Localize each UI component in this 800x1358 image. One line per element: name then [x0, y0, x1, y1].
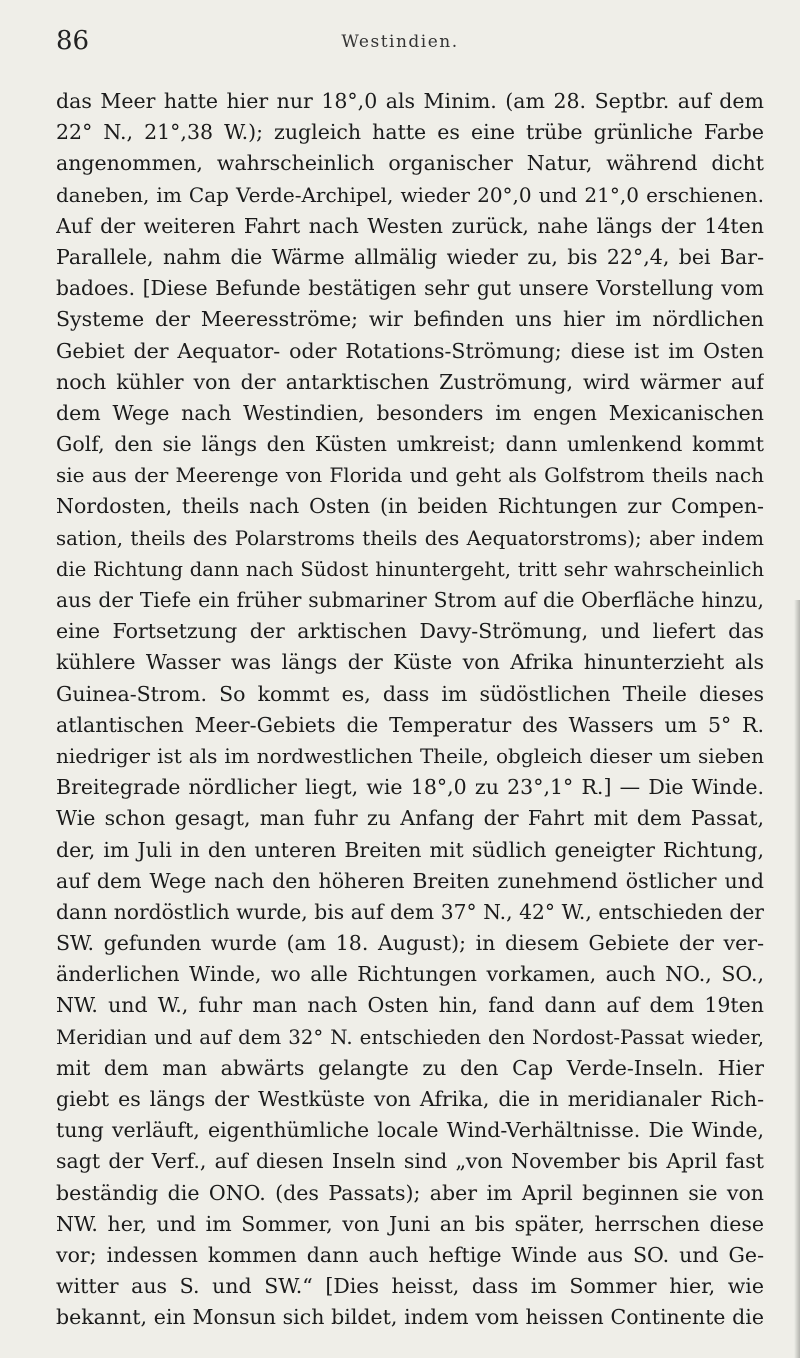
- text-line: aus der Tiefe ein früher submariner Strom auf die Oberfläche hinzu,: [56, 588, 764, 612]
- page-number: 86: [56, 26, 90, 56]
- text-line: beständig die ONO. (des Passats); aber im April beginnen sie von: [56, 1180, 764, 1205]
- text-line: NW. und W., fuhr man nach Osten hin, fand dann auf dem 19ten: [56, 993, 764, 1018]
- text-line: Auf der weiteren Fahrt nach Westen zurück, nahe längs der 14ten: [56, 213, 764, 238]
- text-line: Guinea-Strom. So kommt es, dass im südöstlichen Theile dieses: [56, 681, 764, 706]
- text-line: der, im Juli in den unteren Breiten mit südlich geneigter Richtung,: [56, 837, 764, 862]
- text-line: Wie schon gesagt, man fuhr zu Anfang der Fahrt mit dem Passat,: [56, 806, 764, 831]
- text-line: daneben, im Cap Verde-Archipel, wieder 20°,0 und 21°,0 erschienen.: [56, 182, 764, 207]
- text-line: Gebiet der Aequator- oder Rotations-Strömung; diese ist im Osten: [56, 338, 764, 363]
- text-line: dem Wege nach Westindien, besonders im engen Mexicanischen: [56, 400, 764, 425]
- text-line: NW. her, und im Sommer, von Juni an bis später, herrschen diese: [56, 1211, 764, 1236]
- text-line: Meridian und auf dem 32° N. entschieden den Nordost-Passat wieder,: [56, 1025, 764, 1049]
- text-line: Systeme der Meeresströme; wir befinden uns hier im nördlichen: [56, 307, 764, 332]
- text-line: Breitegrade nördlicher liegt, wie 18°,0 zu 23°,1° R.] — Die Winde.: [56, 775, 764, 800]
- text-line: niedriger ist als im nordwestlichen Theile, obgleich dieser um sieben: [56, 743, 764, 768]
- running-title: Westindien.: [341, 32, 459, 52]
- text-line: badoes. [Diese Befunde bestätigen sehr gut unsere Vorstellung vom: [56, 276, 764, 301]
- text-line: sation, theils des Polarstroms theils des Aequatorstroms); aber indem: [56, 526, 764, 550]
- body-text: [56, 86, 764, 1334]
- text-line: angenommen, wahrscheinlich organischer Natur, während dicht: [56, 151, 764, 176]
- text-line: atlantischen Meer-Gebiets die Temperatur des Wassers um 5° R.: [56, 712, 764, 737]
- text-line: 22° N., 21°,38 W.); zugleich hatte es eine trübe grünliche Farbe: [56, 120, 764, 145]
- text-line: sie aus der Meerenge von Florida und geht als Golfstrom theils nach: [56, 463, 764, 488]
- text-line: Nordosten, theils nach Osten (in beiden Richtungen zur Compen-: [56, 494, 764, 519]
- page-header: [52, 26, 748, 60]
- text-line: eine Fortsetzung der arktischen Davy-Strömung, und liefert das: [56, 619, 764, 644]
- text-line: änderlichen Winde, wo alle Richtungen vorkamen, auch NO., SO.,: [56, 962, 764, 987]
- text-line: die Richtung dann nach Südost hinuntergeht, tritt sehr wahrscheinlich: [56, 557, 764, 581]
- text-line: mit dem man abwärts gelangte zu den Cap Verde-Inseln. Hier: [56, 1055, 764, 1080]
- text-line: sagt der Verf., auf diesen Inseln sind „von November bis April fast: [56, 1149, 764, 1174]
- text-line: bekannt, ein Monsun sich bildet, indem vom heissen Continente die: [56, 1305, 764, 1330]
- text-line: tung verläuft, eigenthümliche locale Wind-Verhältnisse. Die Winde,: [56, 1118, 764, 1143]
- text-line: Parallele, nahm die Wärme allmälig wieder zu, bis 22°,4, bei Bar-: [56, 244, 764, 269]
- text-line: auf dem Wege nach den höheren Breiten zunehmend östlicher und: [56, 868, 764, 893]
- text-line: witter aus S. und SW.“ [Dies heisst, dass im Sommer hier, wie: [56, 1274, 764, 1299]
- text-line: SW. gefunden wurde (am 18. August); in diesem Gebiete der ver-: [56, 931, 764, 956]
- text-line: kühlere Wasser was längs der Küste von Afrika hinunterzieht als: [56, 650, 764, 675]
- page-edge-shadow: [794, 600, 800, 1358]
- text-line: noch kühler von der antarktischen Zuströmung, wird wärmer auf: [56, 369, 764, 394]
- text-line: dann nordöstlich wurde, bis auf dem 37° N., 42° W., entschieden der: [56, 899, 764, 924]
- text-line: vor; indessen kommen dann auch heftige Winde aus SO. und Ge-: [56, 1242, 764, 1267]
- text-line: das Meer hatte hier nur 18°,0 als Minim. (am 28. Septbr. auf dem: [56, 89, 764, 113]
- text-line: Golf, den sie längs den Küsten umkreist; dann umlenkend kommt: [56, 432, 764, 457]
- text-line: giebt es längs der Westküste von Afrika, die in meridianaler Rich-: [56, 1087, 764, 1111]
